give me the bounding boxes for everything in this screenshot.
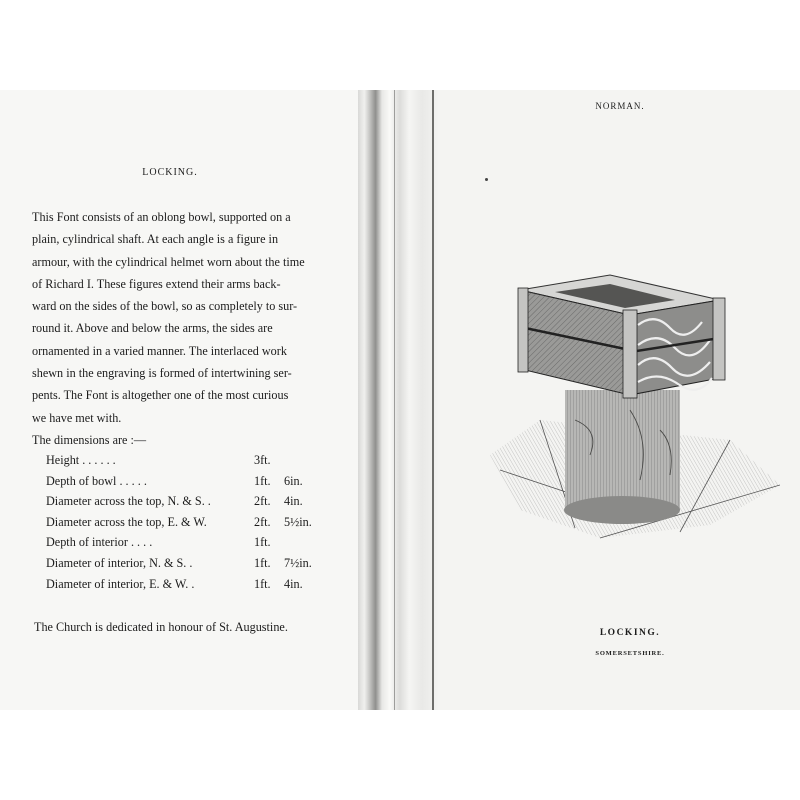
running-head: NORMAN. <box>595 101 645 111</box>
dimension-label: Diameter across the top, N. & S. . <box>46 494 211 509</box>
body-line: of Richard I. These figures extend their arms back- <box>32 276 281 291</box>
dimension-label: Diameter of interior, N. & S. . <box>46 555 193 570</box>
dimension-label: Diameter of interior, E. & W. . <box>46 576 195 591</box>
dimension-label: Depth of interior . . . . <box>46 535 153 550</box>
dimension-label: Depth of bowl . . . . . <box>46 473 147 488</box>
figure-subcaption: SOMERSETSHIRE. <box>595 650 665 657</box>
body-line: we have met with. <box>32 410 122 425</box>
book-gutter <box>358 90 438 710</box>
dimension-inches: 5½in. <box>284 514 312 529</box>
gutter-edge-line <box>432 90 434 710</box>
dimension-feet: 1ft. <box>254 555 271 570</box>
body-line: round it. Above and below the arms, the sides are <box>32 321 273 336</box>
ink-speck <box>485 178 488 181</box>
church-note: The Church is dedicated in honour of St. Augustine. <box>34 620 288 634</box>
body-line: plain, cylindrical shaft. At each angle is a figure in <box>32 232 279 247</box>
dimension-feet: 2ft. <box>254 514 271 529</box>
body-line: ward on the sides of the bowl, so as completely to sur- <box>32 299 298 314</box>
gutter-fold-line <box>394 90 395 710</box>
dimension-label: Diameter across the top, E. & W. <box>46 514 207 529</box>
dimension-feet: 1ft. <box>254 473 271 488</box>
body-line: shewn in the engraving is formed of intertwining ser- <box>32 366 292 381</box>
dimension-inches: 6in. <box>284 473 303 488</box>
body-line: This Font consists of an oblong bowl, supported on a <box>32 210 291 224</box>
dimension-inches: 7½in. <box>284 555 312 570</box>
dimension-feet: 2ft. <box>254 494 271 509</box>
body-line: armour, with the cylindrical helmet worn about the time <box>32 254 305 269</box>
dimensions-intro: The dimensions are :— <box>32 433 147 447</box>
dimension-feet: 3ft. <box>254 453 271 467</box>
body-paragraph <box>32 206 330 429</box>
dimension-feet: 1ft. <box>254 535 271 550</box>
font-engraving-illustration <box>480 270 780 550</box>
dimension-inches: 4in. <box>284 494 303 509</box>
figure-caption: LOCKING. <box>599 628 661 638</box>
body-line: ornamented in a varied manner. The interlaced work <box>32 343 287 358</box>
dimension-label: Height . . . . . . <box>46 453 116 467</box>
page-title: LOCKING. <box>142 167 198 178</box>
dimension-feet: 1ft. <box>254 576 271 591</box>
dimension-inches: 4in. <box>284 576 303 591</box>
body-line: pents. The Font is altogether one of the most curious <box>32 388 289 403</box>
